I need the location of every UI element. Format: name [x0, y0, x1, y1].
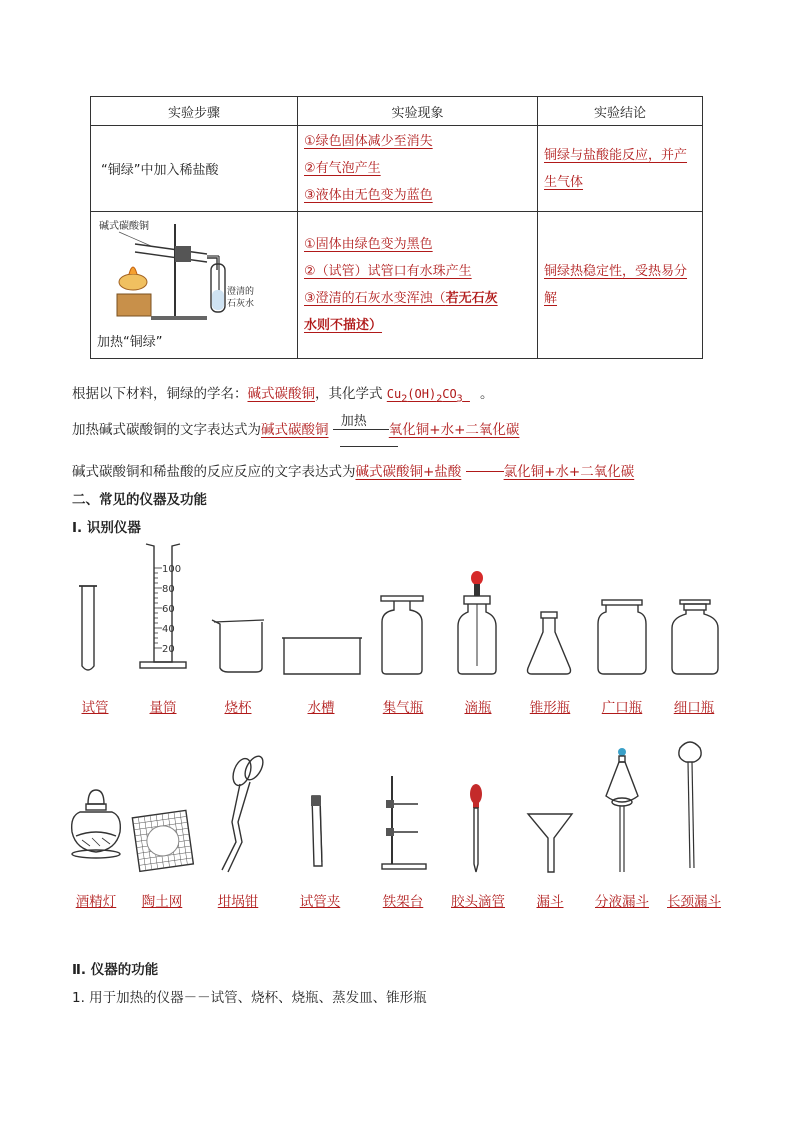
label-dropper-bottle: 滴瓶 — [464, 700, 492, 716]
separatory-funnel-icon — [606, 748, 638, 872]
label-narrow-mouth-bottle: 细口瓶 — [673, 700, 715, 716]
chemical-formula: $Cu_2(OH)_2CO_3$ — [386, 387, 463, 405]
line-acid-equation: 碱式碳酸铜和稀盐酸的反应反应的文字表达式为碱式碳酸铜+盐酸 氯化铜+水+二氧化碳 — [72, 464, 635, 480]
long-neck-funnel-icon — [679, 742, 701, 868]
label-gas-jar: 集气瓶 — [382, 700, 424, 716]
row2-step — [91, 212, 298, 359]
water-trough-icon — [282, 638, 362, 674]
label-crucible-tongs: 坩埚钳 — [217, 894, 259, 910]
instruments-row2-drawings — [0, 732, 794, 882]
svg-text:澄清的: 澄清的 — [227, 287, 255, 297]
subsection-identify: Ⅰ. 识别仪器 — [72, 520, 141, 536]
crucible-tongs-icon — [222, 753, 267, 872]
label-separatory-funnel: 分液漏斗 — [595, 894, 649, 910]
rubber-dropper-icon — [470, 784, 482, 872]
figure-label-top: 碱式碳酸铜 — [99, 221, 149, 232]
line-heating-equation: 加热碱式碳酸铜的文字表达式为碱式碳酸铜 加热 氧化铜+水+二氧化碳 — [72, 418, 519, 438]
svg-text:40: 40 — [162, 624, 175, 635]
label-water-trough: 水槽 — [307, 700, 335, 716]
label-alcohol-lamp: 酒精灯 — [75, 894, 117, 910]
label-test-tube-holder: 试管夹 — [299, 894, 341, 910]
gas-jar-icon — [381, 596, 423, 674]
conical-flask-icon — [528, 612, 571, 674]
line-name-formula: 根据以下材料，铜绿的学名：碱式碳酸铜，其化学式 $Cu_2(OH)_2CO_3$ 。 — [72, 386, 494, 405]
dropper-bottle-icon — [458, 571, 496, 674]
svg-text:100: 100 — [162, 564, 182, 575]
label-wide-mouth-bottle: 广口瓶 — [601, 700, 643, 716]
wide-mouth-bottle-icon — [598, 600, 646, 674]
row2-phenomena: ①固体由绿色变为黑色 ②（试管）试管口有水珠产生 ③澄清的石灰水变浑浊（若无石灰 水则不描述） — [298, 212, 538, 359]
section-title-instruments: 二、常见的仪器及功能 — [72, 492, 207, 508]
svg-text:石灰水: 石灰水 — [227, 299, 255, 309]
instruments-row1-drawings — [0, 540, 794, 690]
svg-text:80: 80 — [162, 584, 175, 595]
header-step: 实验步骤 — [91, 97, 298, 126]
row2-conclusion: 铜绿热稳定性，受热易分解 — [538, 212, 703, 359]
ceramic-gauze-icon — [132, 810, 193, 871]
graduated-cylinder-icon — [140, 544, 186, 668]
label-iron-stand: 铁架台 — [382, 894, 424, 910]
heating-apparatus-figure — [91, 212, 295, 358]
header-phenomena: 实验现象 — [298, 97, 538, 126]
label-ceramic-gauze: 陶土网 — [141, 894, 183, 910]
test-tube-holder-icon — [311, 796, 322, 866]
row1-step: “铜绿”中加入稀盐酸 — [91, 126, 298, 212]
funnel-icon — [528, 814, 572, 872]
label-conical-flask: 锥形瓶 — [529, 700, 571, 716]
label-test-tube: 试管 — [81, 700, 109, 716]
beaker-icon — [212, 620, 264, 672]
subsection-functions: Ⅱ. 仪器的功能 — [72, 962, 159, 978]
row1-conclusion: 铜绿与盐酸能反应，并产生气体 — [538, 126, 703, 212]
alcohol-lamp-icon — [72, 790, 121, 858]
narrow-mouth-bottle-icon — [672, 600, 718, 674]
function-item-1: 1. 用于加热的仪器－－试管、烧杯、烧瓶、蒸发皿、锥形瓶 — [72, 990, 427, 1006]
row1-phenomena: ①绿色固体减少至消失 ②有气泡产生 ③液体由无色变为蓝色 — [298, 126, 538, 212]
row2-step-text: 加热“铜绿” — [97, 335, 163, 350]
label-graduated-cylinder: 量筒 — [149, 700, 177, 716]
test-tube-icon — [79, 586, 97, 670]
label-beaker: 烧杯 — [224, 700, 252, 716]
label-funnel: 漏斗 — [536, 894, 564, 910]
iron-stand-icon — [382, 776, 426, 869]
header-conclusion: 实验结论 — [538, 97, 703, 126]
svg-text:20: 20 — [162, 644, 175, 655]
experiment-table — [90, 96, 703, 359]
label-long-neck-funnel: 长颈漏斗 — [667, 894, 721, 910]
label-rubber-dropper: 胶头滴管 — [451, 894, 505, 910]
svg-text:60: 60 — [162, 604, 175, 615]
